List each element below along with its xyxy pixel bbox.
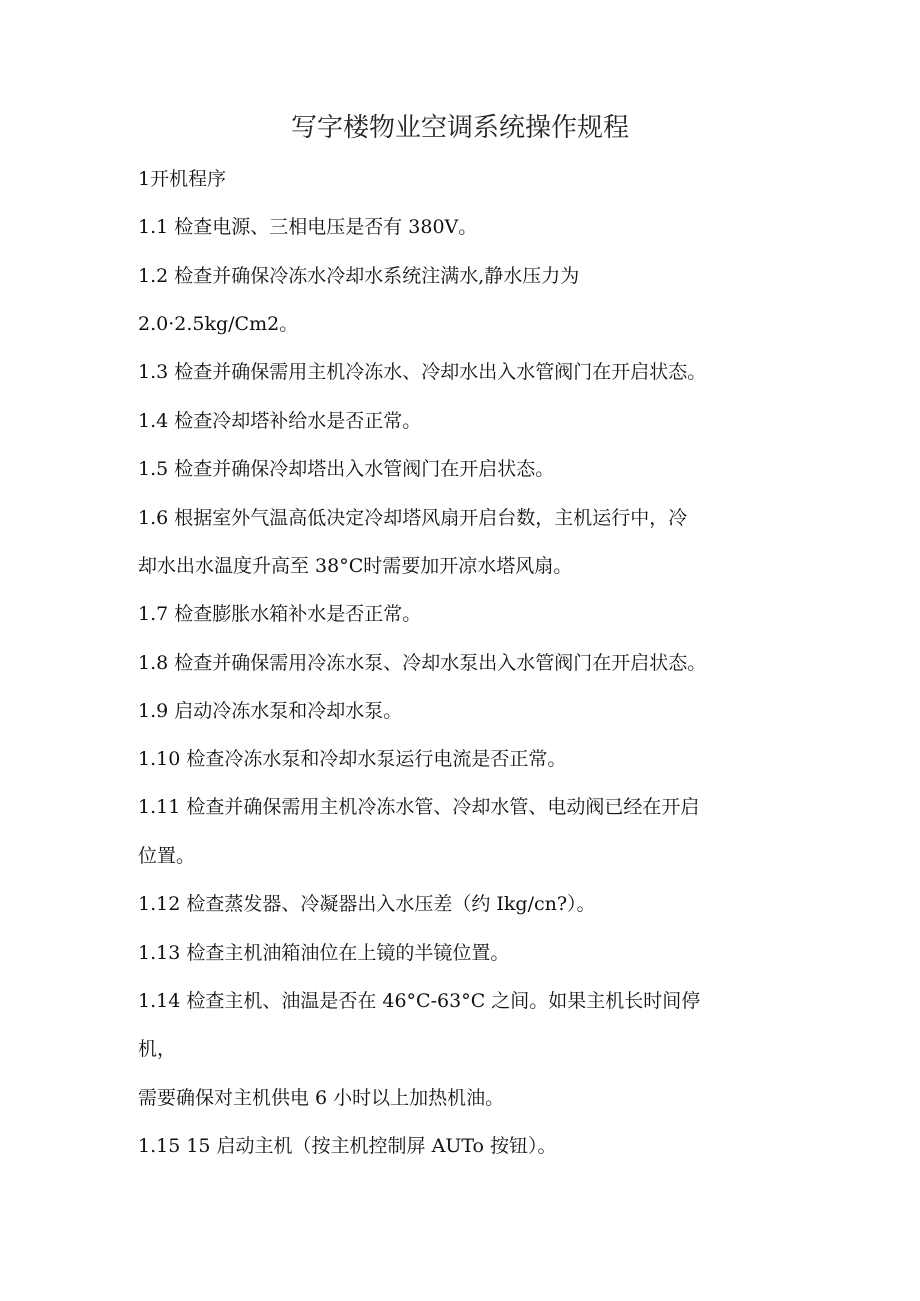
- text-line: 1.3 检查并确保需用主机冷冻水、冷却水出入水管阀门在开启状态。: [138, 361, 707, 383]
- text-line: 需要确保对主机供电 6 小时以上加热机油。: [138, 1087, 505, 1109]
- text-line: 1.6 根据室外气温高低决定冷却塔风扇开启台数，主机运行中，冷: [138, 507, 688, 529]
- text-line: 1.11 检查并确保需用主机冷冻水管、冷却水管、电动阀已经在开启: [138, 796, 700, 818]
- text-line: 1.13 检查主机油箱油位在上镜的半镜位置。: [138, 942, 510, 964]
- text-line: 1.12 检查蒸发器、冷凝器出入水压差（约 Ikg/cn?）。: [138, 893, 596, 915]
- text-line: 1.8 检查并确保需用冷冻水泵、冷却水泵出入水管阀门在开启状态。: [138, 652, 707, 674]
- text-line: 机，: [138, 1038, 177, 1060]
- text-line: 1.15 15 启动主机（按主机控制屏 AUTo 按钮）。: [138, 1135, 557, 1157]
- text-line: 1开机程序: [138, 168, 227, 190]
- document-title: 写字楼物业空调系统操作规程: [290, 113, 629, 143]
- text-line: 1.9 启动冷冻水泵和冷却水泵。: [138, 700, 403, 722]
- text-line: 位置。: [138, 845, 196, 867]
- text-line: 1.1 检查电源、三相电压是否有 380V。: [138, 216, 478, 238]
- text-line: 1.7 检查膨胀水箱补水是否正常。: [138, 603, 422, 625]
- text-line: 1.14 检查主机、油温是否在 46°C-63°C 之间。如果主机长时间停: [138, 990, 701, 1012]
- text-line: 1.2 检查并确保冷冻水冷却水系统注满水,静水压力为: [138, 265, 580, 287]
- text-line: 1.5 检查并确保冷却塔出入水管阀门在开启状态。: [138, 458, 555, 480]
- text-line: 1.4 检查冷却塔补给水是否正常。: [138, 410, 422, 432]
- text-line: 1.10 检查冷冻水泵和冷却水泵运行电流是否正常。: [138, 748, 567, 770]
- text-line: 却水出水温度升高至 38°C时需要加开凉水塔风扇。: [138, 555, 573, 577]
- text-line: 2.0·2.5kg/Cm2。: [138, 313, 299, 335]
